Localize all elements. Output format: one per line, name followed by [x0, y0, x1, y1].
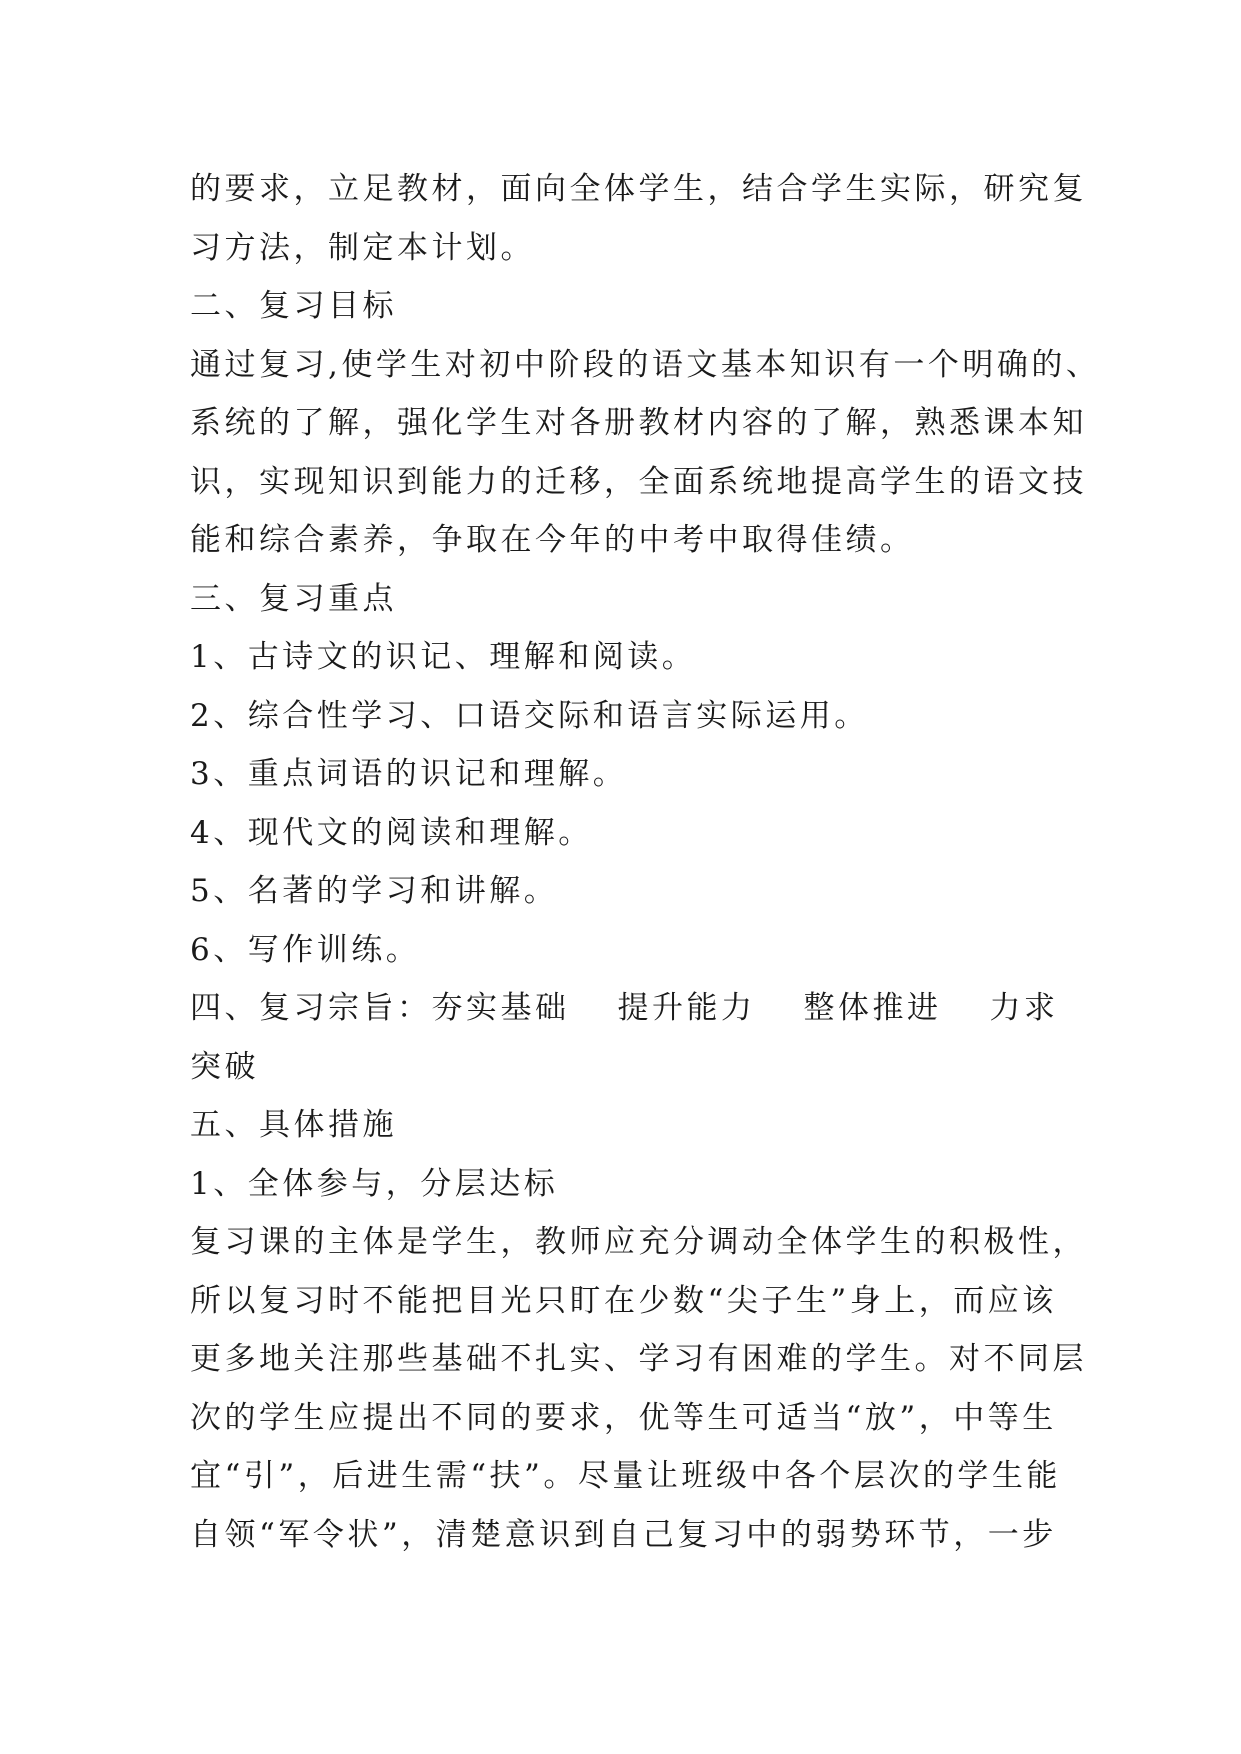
text-line: 通过复习,使学生对初中阶段的语文基本知识有一个明确的、: [190, 346, 1101, 383]
list-item: 6、写作训练。: [190, 931, 421, 968]
purpose-phrase: 夯实基础: [431, 990, 570, 1026]
text-line: 的要求，立足教材，面向全体学生，结合学生实际，研究复: [190, 171, 1087, 207]
list-item: 2、综合性学习、口语交际和语言实际运用。: [190, 697, 869, 734]
text-line: 能和综合素养，争取在今年的中考中取得佳绩。: [190, 522, 915, 558]
text-line: 复习课的主体是学生，教师应充分调动全体学生的积极性，: [190, 1224, 1087, 1260]
text-line: 识，实现知识到能力的迁移，全面系统地提高学生的语文技: [190, 463, 1087, 500]
section-heading: 五、具体措施: [190, 1107, 397, 1143]
purpose-phrase: 力求: [989, 990, 1059, 1026]
purpose-label: 四、复习宗旨：: [190, 990, 432, 1026]
text-line: 更多地关注那些基础不扎实、学习有困难的学生。对不同层: [190, 1341, 1087, 1377]
section-heading: 二、复习目标: [190, 288, 397, 324]
section-heading: 三、复习重点: [190, 580, 397, 617]
text-line: 所以复习时不能把目光只盯在少数“尖子生”身上，而应该: [190, 1282, 1057, 1319]
purpose-phrase: 提升能力: [617, 990, 756, 1026]
list-item: 1、古诗文的识记、理解和阅读。: [190, 639, 697, 675]
text-line: 系统的了解，强化学生对各册教材内容的了解，熟悉课本知: [190, 405, 1087, 441]
purpose-phrase: 整体推进: [803, 990, 942, 1026]
list-item: 3、重点词语的识记和理解。: [190, 756, 628, 792]
text-line: 突破: [190, 1048, 259, 1085]
section-heading-purpose: [190, 979, 1060, 1038]
text-line: 宜“引”，后进生需“扶”。尽量让班级中各个层次的学生能: [190, 1458, 1061, 1494]
list-item: 5、名著的学习和讲解。: [190, 873, 559, 909]
list-item: 4、现代文的阅读和理解。: [190, 814, 593, 851]
text-line: 自领“军令状”，清楚意识到自己复习中的弱势环节，一步: [190, 1516, 1057, 1553]
sub-heading: 1、全体参与，分层达标: [190, 1165, 559, 1202]
text-line: 习方法，制定本计划。: [190, 229, 535, 266]
document-body: [190, 160, 1101, 1564]
text-line: 次的学生应提出不同的要求，优等生可适当“放”，中等生: [190, 1399, 1057, 1436]
